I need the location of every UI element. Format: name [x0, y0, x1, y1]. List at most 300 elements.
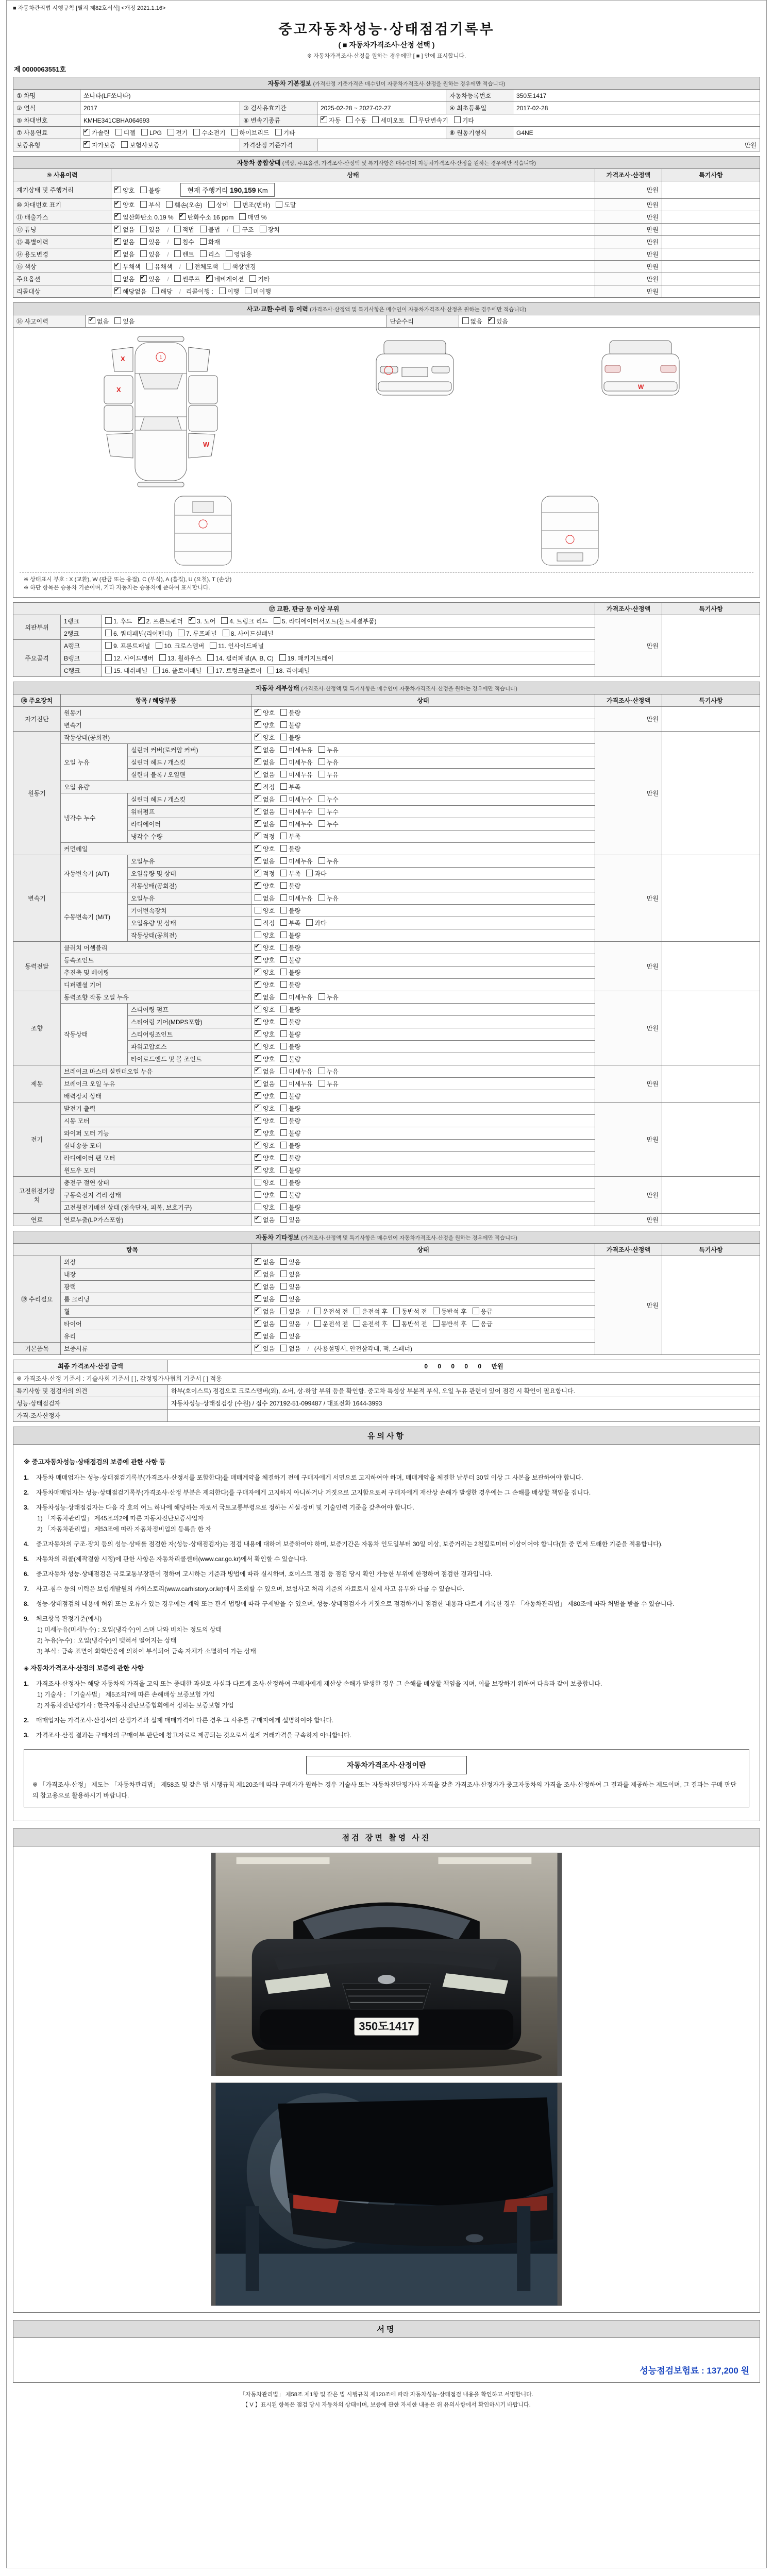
status-options [251, 855, 595, 868]
notice-item-number: 2. [24, 1488, 29, 1496]
checkbox-icon[interactable] [255, 931, 261, 938]
panel-exchange-table [13, 602, 760, 677]
option: 11. 인사이드패널 [210, 641, 264, 650]
checkbox-checked-icon[interactable] [89, 317, 95, 324]
checkbox-icon[interactable] [280, 1117, 287, 1124]
remark-cell [662, 211, 760, 224]
checkbox-icon[interactable] [114, 275, 121, 282]
checkbox-checked-icon[interactable] [255, 1308, 261, 1314]
table-row [13, 615, 760, 628]
checkbox-icon[interactable] [174, 238, 181, 245]
signature-area[interactable] [13, 2338, 760, 2382]
section-title-overall: 자동차 종합상태 (색상, 주요옵션, 가격조사·산정액 및 특기사항은 매수인이 자동차가격조사·산정을 원하는 경우에만 적습니다) [13, 157, 760, 169]
checkbox-checked-icon[interactable] [255, 1258, 261, 1265]
checkbox-checked-icon[interactable] [255, 981, 261, 988]
checkbox-checked-icon[interactable] [83, 141, 90, 148]
option: ✔ 양호 [114, 200, 135, 209]
option: 불량 [280, 1191, 300, 1199]
checkbox-icon[interactable] [219, 287, 226, 294]
checkbox-icon[interactable] [115, 129, 122, 135]
checkbox-icon[interactable] [280, 919, 287, 926]
checkbox-icon[interactable] [473, 1308, 479, 1314]
checkbox-icon[interactable] [121, 141, 128, 148]
checkbox-icon[interactable] [255, 1179, 261, 1185]
notice-item [24, 1584, 749, 1595]
checkbox-icon[interactable] [105, 667, 112, 673]
checkbox-checked-icon[interactable] [255, 1018, 261, 1025]
checkbox-icon[interactable] [280, 870, 287, 876]
checkbox-icon[interactable] [255, 1204, 261, 1210]
item-label: ⑫ 튜닝 [13, 224, 111, 236]
checkbox-icon[interactable] [280, 1129, 287, 1136]
option: 10. 크로스멤버 [156, 641, 204, 650]
checkbox-icon[interactable] [226, 250, 232, 257]
checkbox-icon[interactable] [174, 226, 181, 232]
item-label: 스티어링조인트 [128, 1028, 251, 1041]
checkbox-icon[interactable] [231, 129, 238, 135]
checkbox-checked-icon[interactable] [255, 1030, 261, 1037]
checkbox-icon[interactable] [280, 931, 287, 938]
checkbox-icon[interactable] [280, 721, 287, 728]
option: 영업용 [226, 250, 252, 259]
checkbox-checked-icon[interactable] [255, 944, 261, 951]
checkbox-icon[interactable] [105, 630, 112, 636]
item-label: 등속조인트 [61, 954, 251, 967]
checkbox-icon[interactable] [280, 981, 287, 988]
checkbox-checked-icon[interactable] [255, 1067, 261, 1074]
remark-cell [662, 248, 760, 261]
checkbox-icon[interactable] [152, 287, 159, 294]
svg-text:W: W [203, 440, 210, 448]
checkbox-icon[interactable] [210, 642, 216, 649]
checkbox-icon[interactable] [276, 201, 282, 208]
header-row [13, 1244, 760, 1256]
checkbox-checked-icon[interactable] [255, 758, 261, 765]
checkbox-icon[interactable] [280, 1055, 287, 1062]
option: 불량 [280, 956, 300, 964]
notice-item-text: 자동차매매업자는 성능·상태점검기록부(가격조사·산정 부분은 제외한다)를 구매자에게 고지하지 아니하거나 거짓으로 고지함으로써 구매자에게 재산상 손해가 발생한 경우에는 그 손해를 배상할 책임을 집니다. [36, 1488, 591, 1496]
svg-text:W: W [638, 383, 644, 391]
checkbox-checked-icon[interactable] [255, 709, 261, 716]
checkbox-icon[interactable] [280, 771, 287, 777]
option: ✔ 양호 [255, 721, 275, 730]
checkbox-icon[interactable] [346, 116, 353, 123]
checkbox-checked-icon[interactable] [255, 845, 261, 852]
status-options [251, 991, 595, 1004]
remark-cell [662, 1177, 760, 1214]
checkbox-icon[interactable] [280, 993, 287, 1000]
option: 장치 [260, 225, 280, 234]
checkbox-icon[interactable] [314, 1320, 321, 1327]
checkbox-icon[interactable] [255, 894, 261, 901]
checkbox-checked-icon[interactable] [255, 1332, 261, 1339]
checkbox-icon[interactable] [280, 1030, 287, 1037]
item-label: 보증서류 [61, 1343, 251, 1355]
checkbox-checked-icon[interactable] [255, 1154, 261, 1161]
checkbox-icon[interactable] [280, 746, 287, 753]
checkbox-checked-icon[interactable] [206, 275, 213, 282]
checkbox-icon[interactable] [146, 263, 153, 269]
checkbox-icon[interactable] [200, 238, 207, 245]
checkbox-checked-icon[interactable] [488, 317, 495, 324]
checkbox-icon[interactable] [318, 820, 325, 827]
checkbox-icon[interactable] [280, 1092, 287, 1099]
checkbox-icon[interactable] [200, 250, 207, 257]
checkbox-icon[interactable] [279, 654, 286, 661]
item-label: 배력장치 상태 [61, 1090, 251, 1103]
checkbox-icon[interactable] [153, 667, 160, 673]
item-label: 주요옵션 [13, 273, 111, 285]
checkbox-icon[interactable] [280, 1018, 287, 1025]
price-cell: 만원 [595, 181, 662, 199]
checkbox-icon[interactable] [280, 1308, 287, 1314]
checkbox-checked-icon[interactable] [255, 820, 261, 827]
checkbox-icon[interactable] [354, 1320, 360, 1327]
checkbox-icon[interactable] [280, 1105, 287, 1111]
option: 있음 [280, 1319, 300, 1328]
checkbox-icon[interactable] [354, 1308, 360, 1314]
sub-group-label: 오일 누유 [61, 744, 128, 781]
checkbox-icon[interactable] [280, 1043, 287, 1049]
checkbox-icon[interactable] [314, 1308, 321, 1314]
checkbox-checked-icon[interactable] [255, 870, 261, 876]
item-label: ⑬ 특별이력 [13, 236, 111, 248]
status-options [251, 868, 595, 880]
checkbox-checked-icon[interactable] [255, 1043, 261, 1049]
table-row [13, 248, 760, 261]
checkbox-icon[interactable] [473, 1320, 479, 1327]
checkbox-icon[interactable] [280, 1345, 287, 1351]
option: ✔ 양호 [255, 733, 275, 742]
item-label: 발전기 출력 [61, 1103, 251, 1115]
item-label: 실린더 헤드 / 개스킷 [128, 756, 251, 769]
checkbox-icon[interactable] [221, 617, 228, 624]
checkbox-icon[interactable] [280, 845, 287, 852]
option: ✔ 자가보증 [83, 141, 115, 149]
checkbox-checked-icon[interactable] [255, 795, 261, 802]
checkbox-icon[interactable] [318, 758, 325, 765]
checkbox-icon[interactable] [255, 919, 261, 926]
checkbox-icon[interactable] [174, 275, 181, 282]
checkbox-icon[interactable] [275, 129, 282, 135]
checkbox-checked-icon[interactable] [255, 1055, 261, 1062]
checkbox-icon[interactable] [105, 642, 112, 649]
checkbox-icon[interactable] [280, 1332, 287, 1339]
column-header: 특기사항 [662, 1244, 760, 1256]
checkbox-icon[interactable] [318, 894, 325, 901]
checkbox-checked-icon[interactable] [189, 617, 195, 624]
checkbox-checked-icon[interactable] [255, 1142, 261, 1148]
checkbox-icon[interactable] [280, 833, 287, 839]
checkbox-icon[interactable] [280, 1320, 287, 1327]
checkbox-icon[interactable] [193, 129, 200, 135]
checkbox-icon[interactable] [306, 870, 313, 876]
checkbox-checked-icon[interactable] [114, 226, 121, 232]
option: 없음 [255, 894, 275, 903]
checkbox-icon[interactable] [260, 226, 266, 232]
checkbox-checked-icon[interactable] [114, 201, 121, 208]
checkbox-checked-icon[interactable] [255, 833, 261, 839]
checkbox-checked-icon[interactable] [255, 882, 261, 889]
checkbox-checked-icon[interactable] [255, 721, 261, 728]
checkbox-checked-icon[interactable] [255, 771, 261, 777]
status-options [251, 979, 595, 991]
checkbox-checked-icon[interactable] [179, 213, 186, 220]
checkbox-icon[interactable] [200, 226, 207, 232]
checkbox-checked-icon[interactable] [114, 238, 121, 245]
item-label: 오일유량 및 상태 [128, 917, 251, 929]
checkbox-icon[interactable] [245, 287, 251, 294]
checkbox-checked-icon[interactable] [255, 1166, 261, 1173]
panel-options [102, 628, 595, 640]
checkbox-icon[interactable] [280, 882, 287, 889]
checkbox-icon[interactable] [208, 201, 215, 208]
checkbox-icon[interactable] [280, 1270, 287, 1277]
option: 5. 라디에이터서포트(볼트체결부품) [274, 617, 377, 625]
checkbox-icon[interactable] [140, 250, 147, 257]
group-label: 자기진단 [13, 707, 61, 732]
checkbox-icon[interactable] [318, 993, 325, 1000]
checkbox-checked-icon[interactable] [255, 1216, 261, 1223]
checkbox-checked-icon[interactable] [114, 187, 121, 193]
checkbox-icon[interactable] [280, 1006, 287, 1012]
remark-cell [662, 285, 760, 298]
checkbox-checked-icon[interactable] [255, 1270, 261, 1277]
checkbox-icon[interactable] [280, 1216, 287, 1223]
option: 불량 [280, 844, 300, 853]
item-label: ⑩ 차대번호 표기 [13, 199, 111, 211]
item-label: 윈도우 모터 [61, 1164, 251, 1177]
checkbox-icon[interactable] [167, 129, 174, 135]
checkbox-icon[interactable] [318, 857, 325, 864]
status-options [251, 917, 595, 929]
checkbox-icon[interactable] [433, 1320, 440, 1327]
status-options [111, 273, 595, 285]
checkbox-checked-icon[interactable] [255, 1295, 261, 1302]
sub-group-label: 자동변속기 (A/T) [61, 855, 128, 892]
checkbox-icon[interactable] [239, 213, 246, 220]
item-label: 라디에이터 팬 모터 [61, 1152, 251, 1164]
checkbox-icon[interactable] [433, 1308, 440, 1314]
checkbox-icon[interactable] [280, 820, 287, 827]
option: 있음 [140, 225, 160, 234]
checkbox-icon[interactable] [280, 1191, 287, 1198]
checkbox-icon[interactable] [280, 758, 287, 765]
checkbox-icon[interactable] [159, 654, 166, 661]
checkbox-checked-icon[interactable] [140, 275, 147, 282]
checkbox-icon[interactable] [140, 226, 147, 232]
checkbox-icon[interactable] [255, 907, 261, 913]
table-row [13, 273, 760, 285]
checkbox-checked-icon[interactable] [255, 1105, 261, 1111]
checkbox-icon[interactable] [156, 642, 162, 649]
checkbox-checked-icon[interactable] [255, 1345, 261, 1351]
checkbox-icon[interactable] [280, 1142, 287, 1148]
checkbox-checked-icon[interactable] [255, 1080, 261, 1087]
checkbox-icon[interactable] [306, 919, 313, 926]
checkbox-icon[interactable] [166, 201, 173, 208]
checkbox-checked-icon[interactable] [114, 250, 121, 257]
checkbox-icon[interactable] [280, 857, 287, 864]
checkbox-checked-icon[interactable] [255, 993, 261, 1000]
price-cell: 만원 [595, 285, 662, 298]
checkbox-icon[interactable] [280, 783, 287, 790]
checkbox-icon[interactable] [454, 116, 461, 123]
checkbox-icon[interactable] [280, 795, 287, 802]
checkbox-icon[interactable] [280, 734, 287, 740]
checkbox-icon[interactable] [105, 654, 112, 661]
option: 상이 [208, 200, 228, 209]
checkbox-icon[interactable] [280, 1204, 287, 1210]
checkbox-icon[interactable] [280, 1283, 287, 1290]
rank-label: A랭크 [61, 640, 102, 652]
checkbox-icon[interactable] [140, 238, 147, 245]
notice-subheading: ◈ 자동차가격조사·산정의 보증에 관한 사항 [24, 1664, 144, 1672]
option: 누수 [318, 807, 339, 816]
option: 없음 [462, 317, 482, 326]
checkbox-checked-icon[interactable] [255, 1320, 261, 1327]
checkbox-icon[interactable] [234, 201, 241, 208]
checkbox-icon[interactable] [233, 226, 240, 232]
checkbox-icon[interactable] [280, 944, 287, 951]
checkbox-icon[interactable] [280, 1166, 287, 1173]
checkbox-icon[interactable] [318, 808, 325, 815]
transmission-options [317, 114, 760, 127]
checkbox-icon[interactable] [410, 116, 417, 123]
checkbox-checked-icon[interactable] [114, 263, 121, 269]
checkbox-icon[interactable] [393, 1308, 400, 1314]
remark-cell [662, 855, 760, 942]
notice-item-text: 매매업자는 가격조사·산정서의 산정가격과 실제 매매가격이 다른 경우 그 사유를 구매자에게 설명하여야 합니다. [36, 1716, 334, 1724]
checkbox-icon[interactable] [280, 969, 287, 975]
status-options [251, 1041, 595, 1053]
checkbox-icon[interactable] [249, 275, 256, 282]
checkbox-checked-icon[interactable] [255, 1006, 261, 1012]
checkbox-icon[interactable] [267, 667, 274, 673]
status-options [251, 818, 595, 831]
checkbox-icon[interactable] [174, 250, 181, 257]
checkbox-icon[interactable] [280, 907, 287, 913]
checkbox-icon[interactable] [280, 1179, 287, 1185]
header-row [13, 603, 760, 615]
checkbox-checked-icon[interactable] [255, 1129, 261, 1136]
checkbox-icon[interactable] [105, 617, 112, 624]
checkbox-checked-icon[interactable] [255, 734, 261, 740]
checkbox-icon[interactable] [186, 263, 193, 269]
status-options [251, 1343, 595, 1355]
notice-subheading: ※ 중고자동차성능·상태점검의 보증에 관한 사항 등 [24, 1459, 166, 1466]
checkbox-icon[interactable] [280, 956, 287, 963]
checkbox-checked-icon[interactable] [255, 857, 261, 864]
checkbox-icon[interactable] [280, 709, 287, 716]
group-label: 전기 [13, 1103, 61, 1177]
checkbox-checked-icon[interactable] [255, 956, 261, 963]
checkbox-icon[interactable] [178, 630, 184, 636]
checkbox-icon[interactable] [318, 771, 325, 777]
option: 수동 [346, 116, 366, 125]
checkbox-icon[interactable] [318, 746, 325, 753]
warranty-options [80, 139, 240, 151]
checkbox-icon[interactable] [140, 201, 147, 208]
checkbox-checked-icon[interactable] [114, 287, 121, 294]
notice-item-text: 가격조사·산정 결과는 구매자의 구매여부 판단에 참고자료로 제공되는 것으로서 실제 거래가격을 구속하지 아니합니다. [36, 1731, 352, 1739]
option: ✔ 양호 [255, 1154, 275, 1162]
option: 7. 루프패널 [178, 629, 217, 638]
status-options [251, 1201, 595, 1214]
checkbox-checked-icon[interactable] [83, 129, 90, 135]
checkbox-icon[interactable] [280, 808, 287, 815]
checkbox-icon[interactable] [280, 1154, 287, 1161]
checkbox-checked-icon[interactable] [255, 1283, 261, 1290]
checkbox-checked-icon[interactable] [255, 746, 261, 753]
svg-text:1: 1 [159, 355, 162, 361]
price-cell: 만원 [595, 224, 662, 236]
option: 리콜이행 : [186, 288, 213, 295]
status-options [251, 732, 595, 744]
option-separator: / [307, 1308, 309, 1315]
status-options [251, 781, 595, 793]
checkbox-checked-icon[interactable] [321, 116, 327, 123]
checkbox-checked-icon[interactable] [255, 808, 261, 815]
checkbox-icon[interactable] [224, 263, 230, 269]
option: ✔ 자동 [321, 116, 341, 125]
option: 불량 [280, 1005, 300, 1014]
checkbox-checked-icon[interactable] [255, 969, 261, 975]
checkbox-icon[interactable] [318, 1067, 325, 1074]
option: 12. 사이드멤버 [105, 654, 154, 663]
checkbox-icon[interactable] [372, 116, 379, 123]
notice-item-number: 9. [24, 1615, 29, 1622]
option: ✔ 없음 [255, 795, 275, 804]
checkbox-icon[interactable] [318, 1080, 325, 1087]
remark-cell [662, 236, 760, 248]
checkbox-icon[interactable] [141, 129, 148, 135]
checkbox-checked-icon[interactable] [255, 1117, 261, 1124]
checkbox-icon[interactable] [207, 667, 214, 673]
checkbox-icon[interactable] [207, 654, 214, 661]
status-options [251, 806, 595, 818]
checkbox-checked-icon[interactable] [255, 1092, 261, 1099]
checkbox-icon[interactable] [223, 630, 229, 636]
checkbox-icon[interactable] [280, 1258, 287, 1265]
checkbox-icon[interactable] [280, 1295, 287, 1302]
column-header: 가격조사·산정액 [595, 169, 662, 181]
checkbox-icon[interactable] [255, 1191, 261, 1198]
checkbox-icon[interactable] [114, 317, 121, 324]
checkbox-icon[interactable] [280, 1080, 287, 1087]
option: ✔ 없음 [255, 1079, 275, 1088]
group-label: 제동 [13, 1065, 61, 1103]
item-label: 룸 크리닝 [61, 1293, 251, 1306]
checkbox-icon[interactable] [274, 617, 280, 624]
option: ✔ 없음 [114, 225, 135, 234]
price-cell: 만원 [595, 991, 662, 1065]
option: 불량 [280, 1104, 300, 1113]
option: ✔ 없음 [255, 1215, 275, 1224]
checkbox-icon[interactable] [393, 1320, 400, 1327]
checkbox-checked-icon[interactable] [255, 783, 261, 790]
checkbox-checked-icon[interactable] [114, 213, 121, 220]
option-separator: / [179, 288, 181, 295]
price-cell: 만원 [595, 1103, 662, 1177]
checkbox-icon[interactable] [280, 894, 287, 901]
checkbox-icon[interactable] [140, 187, 147, 193]
checkbox-icon[interactable] [280, 1067, 287, 1074]
checkbox-icon[interactable] [462, 317, 469, 324]
checkbox-checked-icon[interactable] [138, 617, 145, 624]
checkbox-icon[interactable] [318, 795, 325, 802]
status-options [111, 261, 595, 273]
